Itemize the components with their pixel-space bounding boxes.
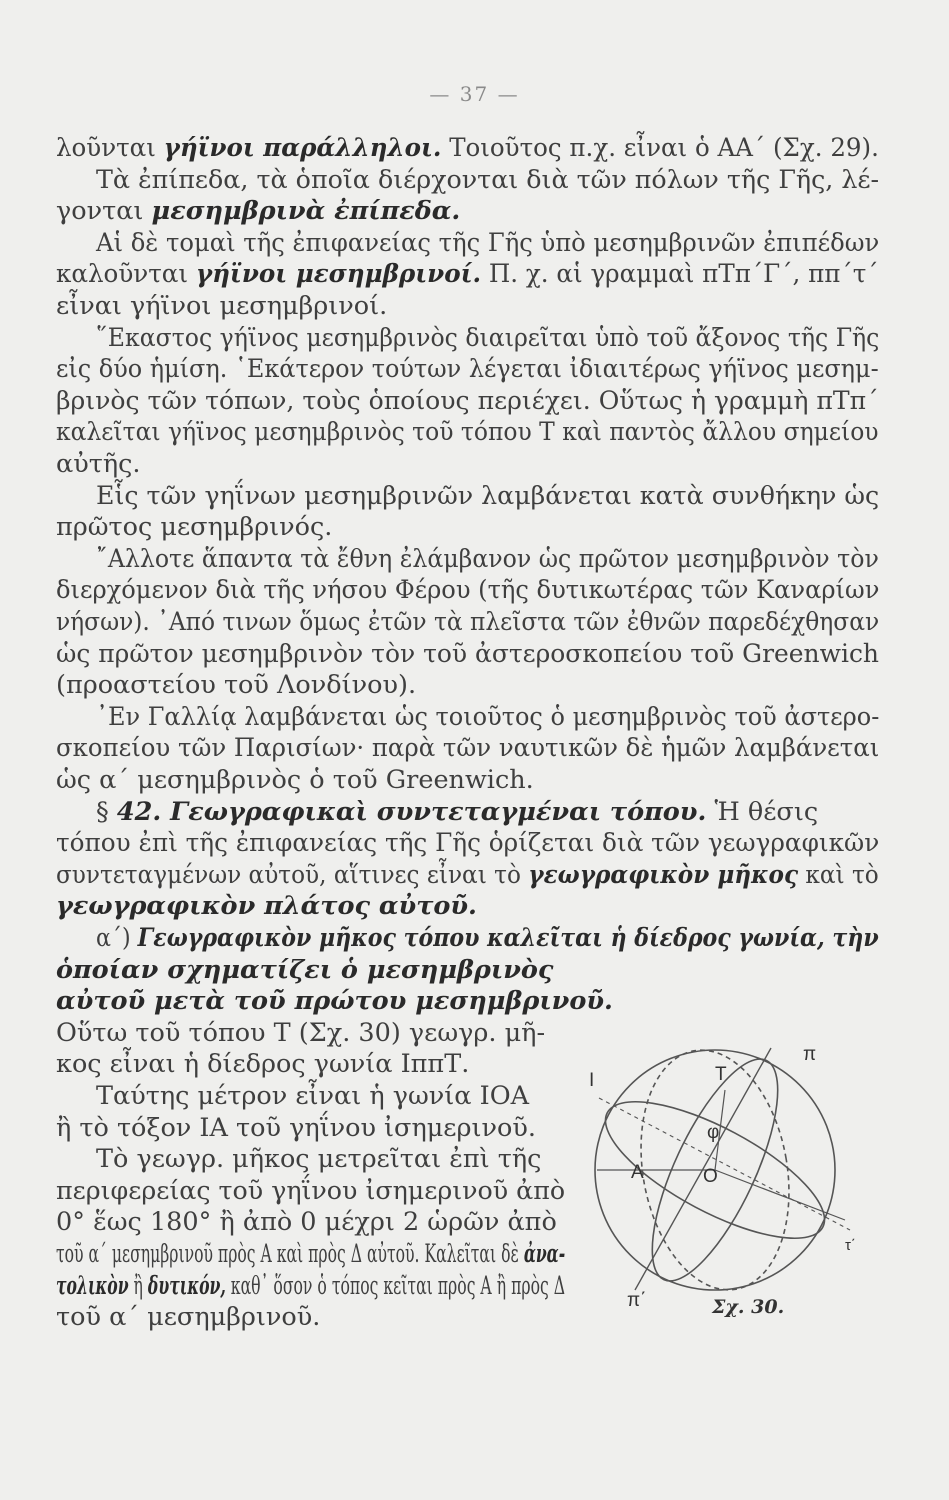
text-line (96, 543, 879, 575)
plain-text: συντεταγμένων αὐτοῦ, αἵτινες εἶναι τὸ (56, 859, 529, 890)
emphasis-text: γήϊνοι μεσημβρινοί. (195, 259, 482, 290)
text-line (56, 859, 879, 891)
text-line (96, 322, 879, 354)
emphasis-text: γεωγραφικὸν πλάτος αὐτοῦ. (56, 891, 477, 922)
text-line (56, 1206, 557, 1238)
text-line (56, 258, 879, 290)
text-line (56, 1301, 320, 1333)
text-line (96, 227, 879, 259)
text-line (96, 922, 879, 954)
plain-text: ἢ τὸ τόξον ΙΑ τοῦ γηΐνου ἰσημερινοῦ. (56, 1112, 536, 1143)
plain-text: ἢ (128, 1270, 148, 1301)
label-I: Ι (589, 1070, 595, 1091)
emphasis-text: δυτικόν, (147, 1270, 226, 1301)
text-line (56, 195, 460, 227)
text-line (96, 480, 879, 512)
plain-text: καὶ τὸ (798, 859, 879, 890)
plain-text: Εἷς τῶν γηΐνων μεσημβρινῶν λαμβάνεται κατὰ συνθήκην ὡς (96, 480, 880, 511)
text-line (56, 511, 332, 543)
plain-text: § (96, 796, 117, 827)
plain-text: ὡς α΄ μεσημβρινὸς ὁ τοῦ Greenwich. (56, 765, 534, 795)
text-line (56, 448, 141, 480)
text-line (56, 1270, 565, 1302)
plain-text: 0° ἕως 180° ἢ ἀπὸ 0 μέχρι 2 ὡρῶν ἀπὸ (56, 1207, 557, 1238)
text-line (56, 574, 879, 606)
text-line (56, 1238, 565, 1270)
text-line (96, 1143, 541, 1175)
plain-text: ᾿Εν Γαλλίᾳ λαμβάνεται ὡς τοιοῦτος ὁ μεσημβρινὸς τοῦ ἀστερο- (96, 701, 880, 732)
label-pi: π (803, 1044, 817, 1065)
emphasis-text: ὁποίαν σχηματίζει ὁ μεσημβρινὸς (56, 954, 554, 985)
plain-text: γονται (56, 196, 152, 227)
plain-text: βρινὸς τῶν τόπων, τοὺς ὁποίους περιέχει. Οὕτως ἡ γραμμὴ πΤπ΄ (56, 385, 879, 416)
plain-text: σκοπείου τῶν Παρισίων· παρὰ τῶν ναυτικῶν δὲ ἡμῶν λαμβάνεται (56, 733, 880, 764)
label-pi-prime: π΄ (627, 1290, 647, 1311)
page-number: — 37 — (429, 82, 520, 106)
label-phi: φ (707, 1122, 720, 1143)
plain-text: ῞Εκαστος γήϊνος μεσημβρινὸς διαιρεῖται ὑπὸ τοῦ ἄξονος τῆς Γῆς (96, 322, 880, 353)
text-line (56, 1048, 469, 1080)
figure-caption: Σχ. 30. (712, 1296, 785, 1318)
label-T: Τ (715, 1064, 727, 1085)
emphasis-text: ἀνα- (523, 1239, 566, 1269)
emphasis-text: γεωγραφικὸν μῆκος (528, 859, 799, 890)
text-line (56, 385, 879, 417)
text-line (56, 290, 387, 322)
text-line (56, 764, 534, 796)
plain-text: κος εἶναι ἡ δίεδρος γωνία ΙππΤ. (56, 1049, 470, 1080)
text-line (56, 353, 879, 385)
emphasis-text: αὐτοῦ μετὰ τοῦ πρώτου μεσημβρινοῦ. (56, 986, 613, 1017)
plain-text: α΄) (96, 923, 138, 953)
label-t: τ΄ (845, 1237, 856, 1254)
plain-text: ὡς πρῶτον μεσημβρινὸν τὸν τοῦ ἀστεροσκοπείου τοῦ Greenwich (56, 638, 879, 669)
text-line (56, 606, 879, 638)
plain-text: (προαστείου τοῦ Λονδίνου). (56, 670, 417, 701)
plain-text: εἰς δύο ἡμίση. ῾Εκάτερον τούτων λέγεται ἰδιαιτέρως γήϊνος μεσημ- (56, 354, 879, 385)
text-line (96, 701, 879, 733)
plain-text: Αἱ δὲ τομαὶ τῆς ἐπιφανείας τῆς Γῆς ὑπὸ μεσημβρινῶν ἐπιπέδων (96, 227, 880, 258)
text-line (56, 416, 879, 448)
plain-text: καλοῦνται (56, 259, 196, 290)
plain-text: τόπου ἐπὶ τῆς ἐπιφανείας τῆς Γῆς ὁρίζεται διὰ τῶν γεωγραφικῶν (56, 828, 880, 859)
text-line (56, 669, 416, 701)
text-line (56, 1017, 545, 1049)
text-line (56, 890, 477, 922)
plain-text: περιφερείας τοῦ γηΐνου ἰσημερινοῦ ἀπὸ (56, 1175, 566, 1206)
plain-text: Ταύτης μέτρον εἶναι ἡ γωνία ΙΟΑ (96, 1081, 530, 1111)
plain-text: λοῦνται (56, 133, 164, 163)
plain-text: τοῦ α΄ μεσημβρινοῦ πρὸς Α καὶ πρὸς Δ αὐτοῦ. Καλεῖται δὲ (56, 1239, 524, 1269)
radius-OI (715, 1170, 845, 1220)
emphasis-text: γήϊνοι παράλληλοι. (163, 133, 442, 163)
text-line (56, 1112, 536, 1144)
text-line (56, 132, 879, 164)
plain-text: διερχόμενον διὰ τῆς νήσου Φέρου (τῆς δυτικωτέρας τῶν Καναρίων (56, 575, 880, 606)
plain-text: Τὰ ἐπίπεδα, τὰ ὁποῖα διέρχονται διὰ τῶν πόλων τῆς Γῆς, λέ- (96, 164, 880, 195)
plain-text: Ἡ θέσις (706, 796, 819, 827)
emphasis-text: Γεωγραφικὸν μῆκος τόπου καλεῖται ἡ δίεδρος γωνία, τὴν (137, 923, 879, 953)
plain-text: αὐτῆς. (56, 449, 141, 479)
plain-text: Τοιοῦτος π.χ. εἶναι ὁ ΑΑ΄ (Σχ. 29). (441, 133, 879, 163)
text-line (96, 164, 879, 196)
text-line (56, 985, 613, 1017)
emphasis-text: μεσημβρινὰ ἐπίπεδα. (151, 196, 461, 227)
text-line (56, 732, 879, 764)
text-line (56, 827, 879, 859)
label-A: Α (631, 1162, 644, 1183)
emphasis-text: τολικὸν (56, 1270, 129, 1301)
text-line (96, 1080, 529, 1112)
label-O: Ο (703, 1166, 718, 1187)
plain-text: Τὸ γεωγρ. μῆκος μετρεῖται ἐπὶ τῆς (96, 1144, 542, 1175)
plain-text: Οὕτω τοῦ τόπου Τ (Σχ. 30) γεωγρ. μῆ- (56, 1017, 546, 1048)
text-line (56, 1175, 565, 1207)
plain-text: καλεῖται γήϊνος μεσημβρινὸς τοῦ τόπου Τ καὶ παντὸς ἄλλου σημείου (56, 417, 879, 448)
text-line (56, 954, 553, 986)
plain-text: νήσων). ᾿Από τινων ὅμως ἐτῶν τὰ πλεῖστα τῶν ἐθνῶν παρεδέχθησαν (56, 607, 880, 637)
plain-text: καθ᾿ ὅσον ὁ τόπος κεῖται πρὸς Α ἢ πρὸς Δ (225, 1270, 566, 1301)
plain-text: τοῦ α΄ μεσημβρινοῦ. (56, 1302, 321, 1333)
emphasis-text: 42. Γεωγραφικαὶ συντεταγμέναι τόπου. (116, 796, 707, 827)
figure-30-globe-diagram (575, 1020, 865, 1320)
text-line (96, 796, 818, 828)
text-line (56, 638, 879, 670)
plain-text: εἶναι γήϊνοι μεσημβρινοί. (56, 291, 388, 321)
plain-text: Π. χ. αἱ γραμμαὶ πΤπ΄Γ΄, ππ΄τ΄ (481, 259, 879, 290)
plain-text: ῎Αλλοτε ἅπαντα τὰ ἔθνη ἐλάμβανον ὡς πρῶτον μεσημβρινὸν τὸν (96, 543, 879, 574)
plain-text: πρῶτος μεσημβρινός. (56, 512, 333, 543)
